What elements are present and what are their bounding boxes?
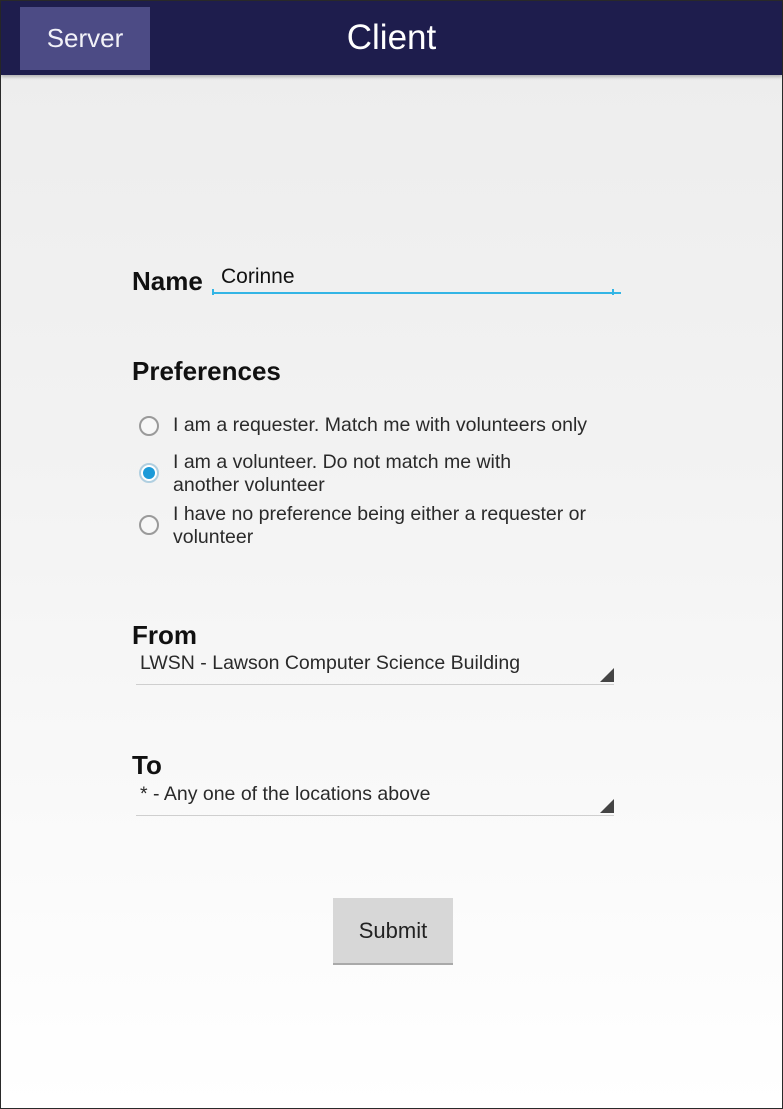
radio-label: I am a requester. Match me with volunteers only	[173, 414, 588, 436]
preferences-heading: Preferences	[132, 356, 281, 386]
from-spinner[interactable]	[136, 652, 614, 685]
from-label: From	[132, 620, 197, 650]
radio-button[interactable]	[139, 416, 159, 436]
action-bar	[1, 1, 782, 75]
radio-option-volunteer[interactable]	[139, 451, 573, 497]
server-button[interactable]: Server	[20, 7, 150, 70]
radio-option-requester[interactable]	[139, 414, 623, 437]
dropdown-triangle-icon	[600, 668, 614, 682]
to-label: To	[132, 750, 162, 780]
page-title: Client	[346, 18, 437, 57]
name-field[interactable]	[212, 262, 621, 294]
name-label: Name	[132, 266, 203, 296]
radio-button[interactable]	[139, 515, 159, 535]
dropdown-triangle-icon	[600, 799, 614, 813]
from-selected-value: LWSN - Lawson Computer Science Building	[140, 652, 521, 674]
radio-label: I have no preference being either a requester or volunteer	[173, 503, 587, 548]
radio-button-selected[interactable]	[139, 463, 159, 483]
radio-option-no-preference[interactable]	[139, 503, 603, 549]
to-spinner[interactable]	[136, 783, 614, 816]
to-selected-value: * - Any one of the locations above	[140, 783, 431, 805]
submit-button[interactable]: Submit	[333, 898, 453, 965]
radio-label: I am a volunteer. Do not match me with another volunteer	[173, 451, 512, 496]
